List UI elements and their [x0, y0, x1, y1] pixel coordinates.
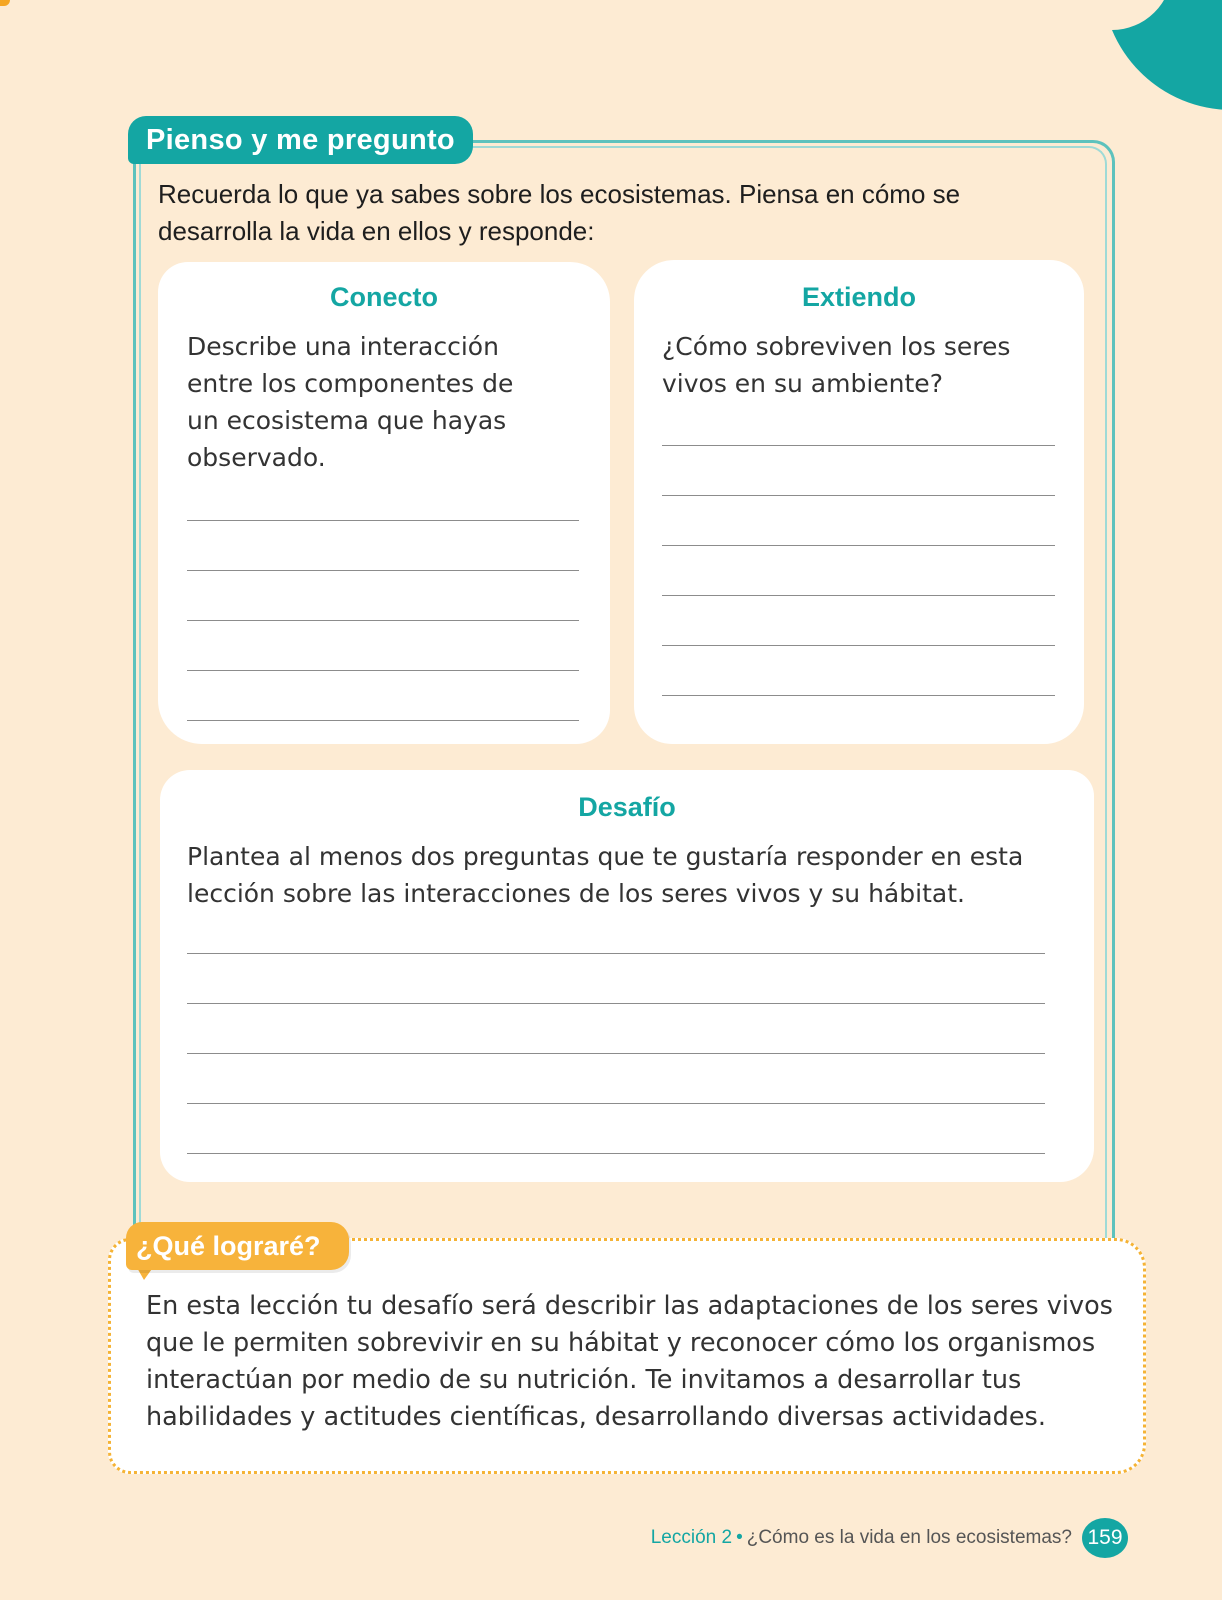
answer-line[interactable] [187, 1153, 1045, 1154]
answer-line[interactable] [662, 645, 1055, 646]
answer-line[interactable] [187, 620, 579, 621]
footer-lesson: Lección 2 [650, 1527, 733, 1548]
footer-bullet: • [736, 1527, 743, 1548]
answer-line[interactable] [187, 1053, 1045, 1054]
answer-line[interactable] [662, 595, 1055, 596]
extiendo-title: Extiendo [801, 282, 916, 312]
conecto-card [158, 262, 610, 744]
corner-decoration-orange [0, 0, 10, 6]
answer-line[interactable] [187, 720, 579, 721]
goal-title: ¿Qué lograré? [126, 1222, 349, 1270]
answer-line[interactable] [662, 695, 1055, 696]
section-intro: Recuerda lo que ya sabes sobre los ecosistemas. Piensa en cómo se desarrolla la vida en ellos y responde: [158, 179, 961, 246]
answer-line[interactable] [187, 570, 579, 571]
section-title: Pienso y me pregunto [128, 116, 473, 164]
page-footer [651, 1520, 1072, 1556]
answer-line[interactable] [662, 495, 1055, 496]
answer-line[interactable] [187, 670, 579, 671]
footer-question: ¿Cómo es la vida en los ecosistemas? [746, 1527, 1072, 1548]
answer-line[interactable] [187, 953, 1045, 954]
answer-line[interactable] [187, 1003, 1045, 1004]
answer-line[interactable] [662, 445, 1055, 446]
desafio-prompt: Plantea al menos dos preguntas que te gustaría responder en esta lección sobre las interacciones de los seres vivos y su hábitat. [187, 842, 1024, 908]
answer-line[interactable] [187, 1103, 1045, 1104]
page-number: 159 [1082, 1518, 1128, 1558]
conecto-prompt: Describe una interacción entre los componentes de un ecosistema que hayas observado. [187, 332, 514, 472]
goal-text: En esta lección tu desafío será describir las adaptaciones de los seres vivos que le permiten sobrevivir en su hábitat y reconocer cómo los organismos interactúan por medio de su nutrición. Te invitamos a desarrollar tus habilidades y actitudes científicas, desarrollando diversas actividades. [146, 1291, 1113, 1432]
extiendo-prompt: ¿Cómo sobreviven los seres vivos en su ambiente? [662, 332, 1011, 398]
answer-line[interactable] [662, 545, 1055, 546]
desafio-card [160, 770, 1094, 1182]
conecto-title: Conecto [330, 282, 438, 312]
extiendo-card [634, 260, 1084, 744]
answer-line[interactable] [187, 520, 579, 521]
desafio-title: Desafío [578, 792, 676, 822]
